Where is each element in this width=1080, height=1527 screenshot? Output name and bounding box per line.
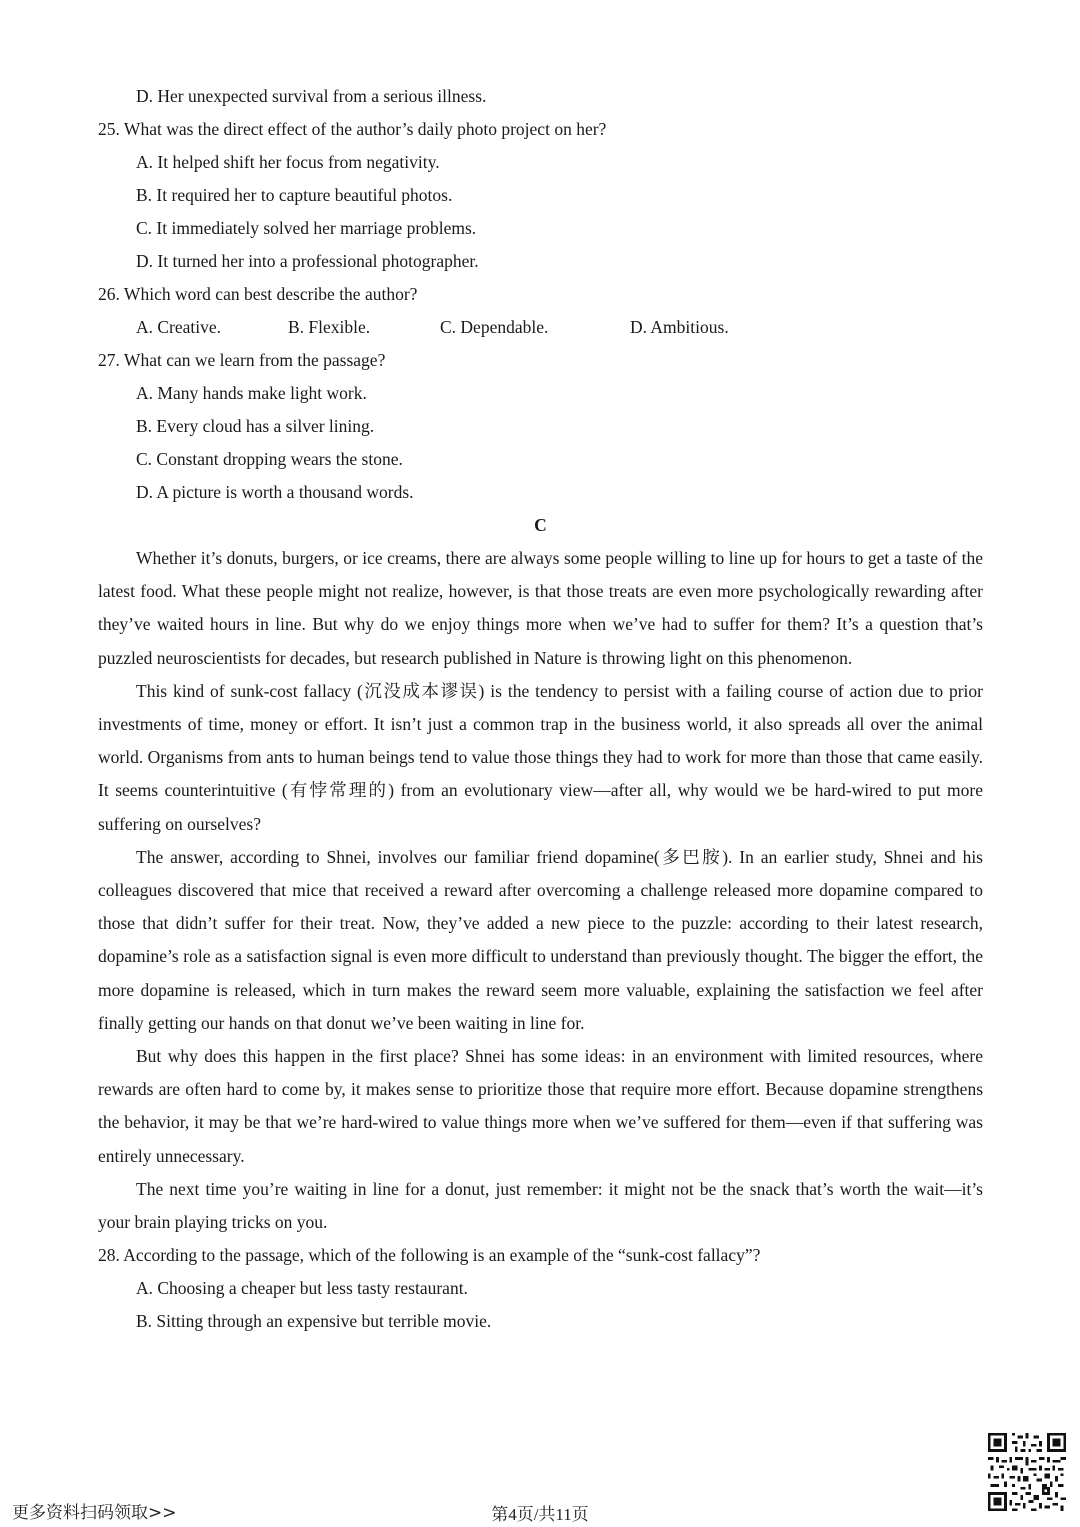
q25-option-a: A. It helped shift her focus from negativity. (136, 152, 440, 172)
q25-option-c: C. It immediately solved her marriage problems. (136, 218, 477, 238)
q26-option-d: D. Ambitious. (630, 317, 729, 337)
page-number: 第4页/共11页 (491, 1505, 589, 1524)
question-27 (98, 344, 983, 509)
q26-option-c: C. Dependable. (440, 317, 549, 337)
q25-option-b: B. It required her to capture beautiful photos. (136, 185, 453, 205)
passage-paragraph-2: This kind of sunk-cost fallacy (沉没成本谬误) is the tendency to persist with a failing course of action due to prior investments of time, money or effort. It isn’t just a common trap in the business world, it also spreads all over the animal world. Organisms from ants to human beings tend to value those things they had to work for more than those that came easily. It seems counterintuitive (有悖常理的) from an evolutionary view—after all, why would we be hard-wired to put more suffering on ourselves? (98, 680, 983, 834)
q26-stem: 26. Which word can best describe the author? (98, 284, 418, 304)
qr-code-icon[interactable] (988, 1433, 1066, 1511)
section-title: C (534, 515, 547, 535)
passage-paragraph-3: The answer, according to Shnei, involves our familiar friend dopamine(多巴胺). In an earlier study, Shnei and his colleagues discovered that mice that received a reward after overcoming a challenge released more dopamine compared to those that didn’t suffer for their treat. Now, they’ve added a new piece to the puzzle: according to their latest research, dopamine’s role as a satisfaction signal is even more difficult to understand than previously thought. The bigger the effort, the more dopamine is released, which in turn makes the reward seem more valuable, explaining the satisfaction we feel after finally getting our hands on that donut we’ve been waiting in line for. (98, 846, 983, 1033)
q24-option-d: D. Her unexpected survival from a serious illness. (136, 86, 487, 106)
question-28 (98, 1239, 983, 1338)
q25-stem: 25. What was the direct effect of the author’s daily photo project on her? (98, 119, 607, 139)
q27-option-d: D. A picture is worth a thousand words. (136, 482, 414, 502)
q28-option-b: B. Sitting through an expensive but terrible movie. (136, 1311, 492, 1332)
q26-option-b: B. Flexible. (288, 317, 371, 337)
q26-options (98, 311, 983, 344)
passage-paragraph-1: Whether it’s donuts, burgers, or ice creams, there are always some people willing to line up for hours to get a taste of the latest food. What these people might not realize, however, is that those treats are even more psychologically rewarding after they’ve waited hours in line. But why do we enjoy things more when we’ve had to suffer for them? It’s a question that’s puzzled neuroscientists for decades, but research published in Nature is throwing light on this phenomenon. (98, 548, 983, 668)
q27-option-b: B. Every cloud has a silver lining. (136, 416, 375, 436)
passage-c (98, 542, 983, 1239)
more-resources-link[interactable]: 更多资料扫码领取>> (12, 1503, 177, 1523)
q27-option-a: A. Many hands make light work. (136, 383, 367, 403)
q25-option-d: D. It turned her into a professional photographer. (136, 251, 479, 271)
passage-paragraph-5: The next time you’re waiting in line for a donut, just remember: it might not be the snack that’s worth the wait—it’s your brain playing tricks on you. (98, 1178, 983, 1233)
q28-stem: 28. According to the passage, which of the following is an example of the “sunk-cost fallacy”? (98, 1245, 761, 1266)
page-content (98, 80, 983, 1338)
passage-paragraph-4: But why does this happen in the first place? Shnei has some ideas: in an environment with limited resources, where rewards are often hard to come by, it makes sense to prioritize those that require more effort. Because dopamine strengthens the behavior, it may be that we’re hard-wired to value things more when we’ve suffered for them—even if that suffering was entirely unnecessary. (98, 1046, 983, 1166)
q28-option-a: A. Choosing a cheaper but less tasty restaurant. (136, 1278, 468, 1299)
q27-option-c: C. Constant dropping wears the stone. (136, 449, 403, 469)
question-26 (98, 278, 983, 344)
q26-option-a: A. Creative. (136, 317, 222, 337)
q27-stem: 27. What can we learn from the passage? (98, 350, 386, 370)
question-25 (98, 113, 983, 278)
